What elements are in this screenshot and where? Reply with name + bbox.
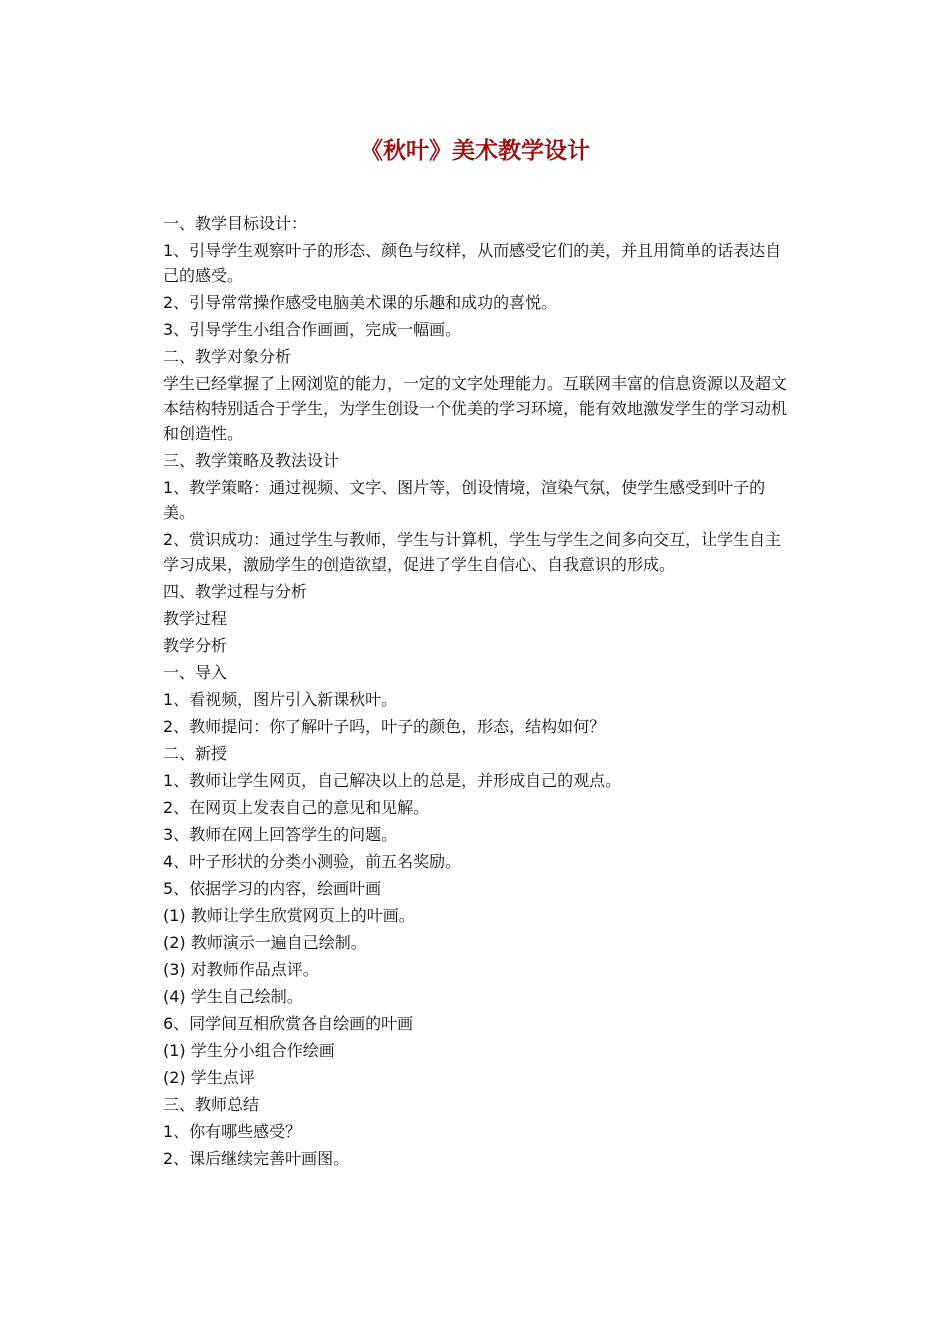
paragraph: 1、你有哪些感受？ bbox=[163, 1122, 302, 1141]
paragraph: 三、教学策略及教法设计 bbox=[163, 451, 340, 470]
paragraph: 2、在网页上发表自己的意见和见解。 bbox=[163, 798, 430, 817]
paragraph: (2) 学生点评 bbox=[163, 1068, 255, 1087]
paragraph: 6、同学间互相欣赏各自绘画的叶画 bbox=[163, 1014, 414, 1033]
paragraph: 学生已经掌握了上网浏览的能力，一定的文字处理能力。互联网丰富的信息资源以及超文本结构特别适合于学生，为学生创设一个优美的学习环境，能有效地激发学生的学习动机和创造性。 bbox=[163, 374, 788, 443]
paragraph: 5、依据学习的内容，绘画叶画 bbox=[163, 879, 382, 898]
paragraph: 3、教师在网上回答学生的问题。 bbox=[163, 825, 398, 844]
paragraph: 2、赏识成功：通过学生与教师，学生与计算机，学生与学生之间多向交互，让学生自主学习成果，激励学生的创造欲望，促进了学生自信心、自我意识的形成。 bbox=[163, 530, 782, 574]
paragraph: 一、教学目标设计： bbox=[163, 214, 308, 233]
paragraph: 2、课后继续完善叶画图。 bbox=[163, 1149, 350, 1168]
paragraph: (1) 学生分小组合作绘画 bbox=[163, 1041, 335, 1060]
paragraph: 3、引导学生小组合作画画，完成一幅画。 bbox=[163, 320, 462, 339]
paragraph: 2、引导常常操作感受电脑美术课的乐趣和成功的喜悦。 bbox=[163, 293, 558, 312]
paragraph: 二、教学对象分析 bbox=[163, 347, 292, 366]
paragraph: 四、教学过程与分析 bbox=[163, 582, 308, 601]
paragraph: 二、新授 bbox=[163, 744, 228, 763]
paragraph: (4) 学生自己绘制。 bbox=[163, 987, 303, 1006]
paragraph: 1、教学策略：通过视频、文字、图片等，创设情境，渲染气氛，使学生感受到叶子的美。 bbox=[163, 478, 766, 522]
paragraph: (3) 对教师作品点评。 bbox=[163, 960, 319, 979]
paragraph: (2) 教师演示一遍自己绘制。 bbox=[163, 933, 367, 952]
paragraph: (1) 教师让学生欣赏网页上的叶画。 bbox=[163, 906, 415, 925]
paragraph: 4、叶子形状的分类小测验，前五名奖励。 bbox=[163, 852, 462, 871]
document-body bbox=[163, 211, 795, 1173]
paragraph: 教学分析 bbox=[163, 636, 228, 655]
paragraph: 三、教师总结 bbox=[163, 1095, 260, 1114]
document-title: 《秋叶》美术教学设计 bbox=[360, 138, 590, 164]
paragraph: 一、导入 bbox=[163, 663, 228, 682]
paragraph: 1、引导学生观察叶子的形态、颜色与纹样，从而感受它们的美，并且用简单的话表达自己的感受。 bbox=[163, 241, 782, 285]
paragraph: 1、看视频，图片引入新课秋叶。 bbox=[163, 690, 398, 709]
paragraph: 2、教师提问：你了解叶子吗，叶子的颜色，形态，结构如何？ bbox=[163, 717, 606, 736]
paragraph: 教学过程 bbox=[163, 609, 228, 628]
paragraph: 1、教师让学生网页，自己解决以上的总是，并形成自己的观点。 bbox=[163, 771, 622, 790]
